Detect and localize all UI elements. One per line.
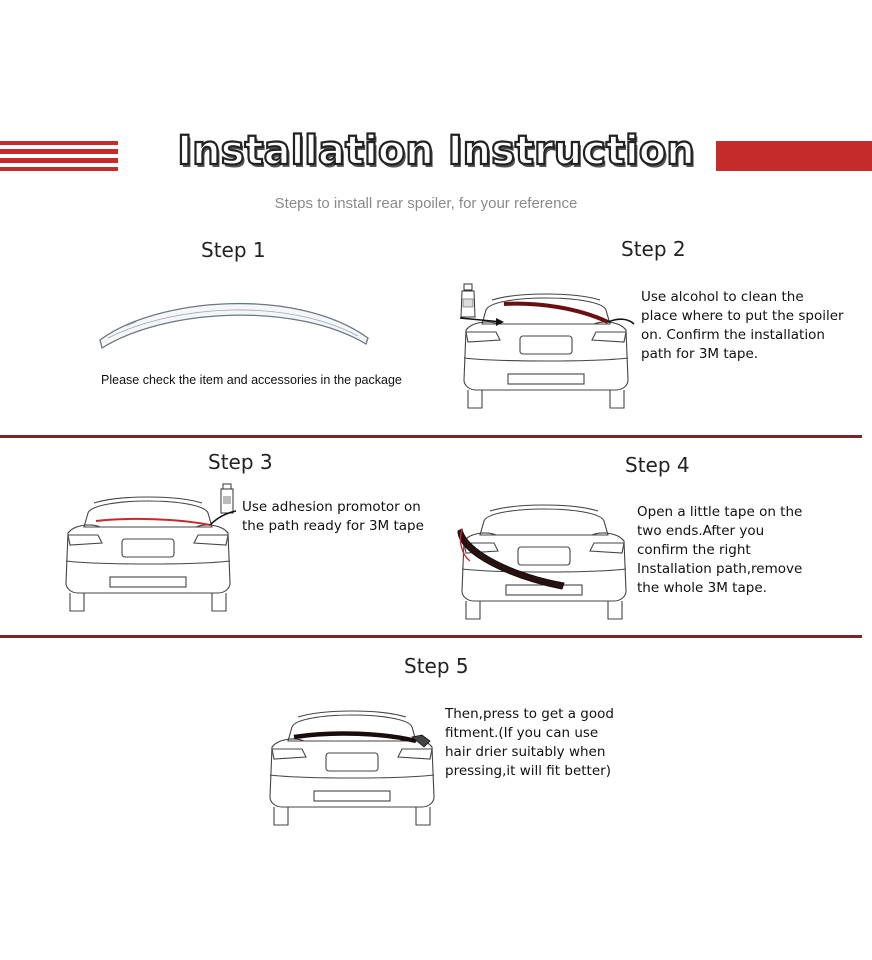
page-subtitle: Steps to install rear spoiler, for your reference <box>274 195 578 212</box>
step-5-title: Step 5 <box>404 654 469 678</box>
step-1-caption: Please check the item and accessories in the package <box>101 373 402 387</box>
step-4-text: Open a little tape on the two ends.After you confirm the right Installation path,remove the whole 3M tape. <box>637 504 803 596</box>
car-rear-illustration-step-3 <box>60 491 236 613</box>
step-3-text: Use adhesion promotor on the path ready for 3M tape <box>242 499 424 534</box>
section-divider-2 <box>0 635 862 638</box>
step-4-title: Step 4 <box>625 453 690 477</box>
step-5-text: Then,press to get a good fitment.(If you can use hair drier suitably when pressing,it will fit better) <box>445 706 614 779</box>
section-divider-1 <box>0 435 862 438</box>
car-rear-illustration-step-5 <box>264 705 440 827</box>
spoiler-illustration <box>96 288 376 358</box>
car-rear-illustration-step-2 <box>458 288 634 410</box>
step-3-title: Step 3 <box>208 450 273 474</box>
page-title: Installation Instruction <box>177 128 695 174</box>
car-rear-illustration-step-4 <box>456 499 632 623</box>
step-1-title: Step 1 <box>201 238 266 262</box>
step-2-text: Use alcohol to clean the place where to put the spoiler on. Confirm the installation path for 3M tape. <box>641 289 844 362</box>
step-2-title: Step 2 <box>621 237 686 261</box>
